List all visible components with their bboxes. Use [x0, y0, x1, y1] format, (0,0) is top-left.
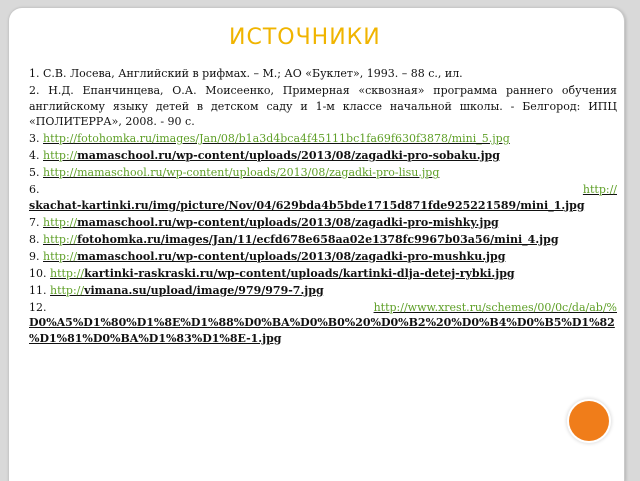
source-item-9: 9. http://mamaschool.ru/wp-content/uploads/2013/08/zagadki-pro-mushku.jpg [29, 249, 506, 263]
source-link[interactable]: http://vimana.su/upload/image/979/979-7.jpg [50, 283, 324, 297]
source-item-2: 2. Н.Д. Епанчинцева, О.А. Моисеенко, Примерная «сквозная» программа раннего обучения английскому языку детей в детском саду и 1-м классе начальной школы. - Белгород: ИПЦ «ПОЛИТЕРРА», 2008. - 90 с. [29, 84, 617, 128]
source-link[interactable]: http://fotohomka.ru/images/Jan/08/b1a3d4bca4f45111bc1fa69f630f3878/mini_5.jpg [43, 132, 510, 145]
source-link[interactable]: http://fotohomka.ru/images/Jan/11/ecfd678e658aa02e1378fc9967b03a56/mini_4.jpg [43, 232, 559, 246]
source-item-4: 4. http://mamaschool.ru/wp-content/uploads/2013/08/zagadki-pro-sobaku.jpg [29, 149, 500, 162]
source-item-8: 8. http://fotohomka.ru/images/Jan/11/ecfd678e658aa02e1378fc9967b03a56/mini_4.jpg [29, 232, 559, 246]
source-link-rest[interactable]: D0%A5%D1%80%D1%8E%D1%88%D0%BA%D0%B0%20%D0%B2%20%D0%B4%D0%B5%D1%82%D1%81%D0%BA%D1%83%D1%8E-1.jpg [29, 316, 615, 345]
source-item-11: 11. http://vimana.su/upload/image/979/979-7.jpg [29, 283, 324, 297]
source-text: С.В. Лосева, Английский в рифмах. – М.; АО «Буклет», 1993. – 88 с., ил. [43, 67, 463, 80]
source-link[interactable]: http://mamaschool.ru/wp-content/uploads/2013/08/zagadki-pro-mishky.jpg [43, 215, 499, 229]
slide-title: ИСТОЧНИКИ [229, 25, 381, 50]
source-item-12: 12. http://www.xrest.ru/schemes/00/0c/da/ab/% D0%A5%D1%80%D1%8E%D1%88%D0%BA%D0%B0%20%D0%B2%20%D0%B4%D0%B5%D1%82%D1%81%D0%BA%D1%83%D1%8E-1.jpg [29, 300, 617, 345]
orange-circle-decoration [569, 401, 609, 441]
source-item-5: 5. http://mamaschool.ru/wp-content/uploads/2013/08/zagadki-pro-lisu.jpg [29, 166, 440, 179]
sources-list [29, 66, 617, 348]
source-item-10: 10. http://kartinki-raskraski.ru/wp-content/uploads/kartinki-dlja-detej-rybki.jpg [29, 266, 515, 280]
source-link[interactable]: http://mamaschool.ru/wp-content/uploads/2013/08/zagadki-pro-mushku.jpg [43, 249, 506, 263]
source-text: Н.Д. Епанчинцева, О.А. Моисеенко, Примерная «сквозная» программа раннего обучения английскому языку детей в детском саду и 1-м классе начальной школы. - Белгород: ИПЦ «ПОЛИТЕРРА», 2008. - 90 с. [29, 84, 617, 128]
source-link-prefix[interactable]: http:// [582, 183, 617, 196]
source-item-7: 7. http://mamaschool.ru/wp-content/uploads/2013/08/zagadki-pro-mishky.jpg [29, 215, 499, 229]
source-link-rest[interactable]: skachat-kartinki.ru/img/picture/Nov/04/629bda4b5bde1715d871fde925221589/mini_1.jpg [29, 198, 585, 212]
source-link[interactable]: http://kartinki-raskraski.ru/wp-content/uploads/kartinki-dlja-detej-rybki.jpg [50, 266, 515, 280]
source-item-6: 6. http:// skachat-kartinki.ru/img/picture/Nov/04/629bda4b5bde1715d871fde925221589/mini_1.jpg [29, 183, 617, 212]
source-item-3: 3. http://fotohomka.ru/images/Jan/08/b1a3d4bca4f45111bc1fa69f630f3878/mini_5.jpg [29, 132, 510, 145]
source-item-1: 1. С.В. Лосева, Английский в рифмах. – М.; АО «Буклет», 1993. – 88 с., ил. [29, 67, 463, 80]
source-link[interactable]: http://mamaschool.ru/wp-content/uploads/2013/08/zagadki-pro-lisu.jpg [43, 166, 440, 179]
source-link[interactable]: http://mamaschool.ru/wp-content/uploads/2013/08/zagadki-pro-sobaku.jpg [43, 149, 500, 162]
source-link-prefix[interactable]: http://www.xrest.ru/schemes/00/0c/da/ab/% [373, 300, 617, 314]
